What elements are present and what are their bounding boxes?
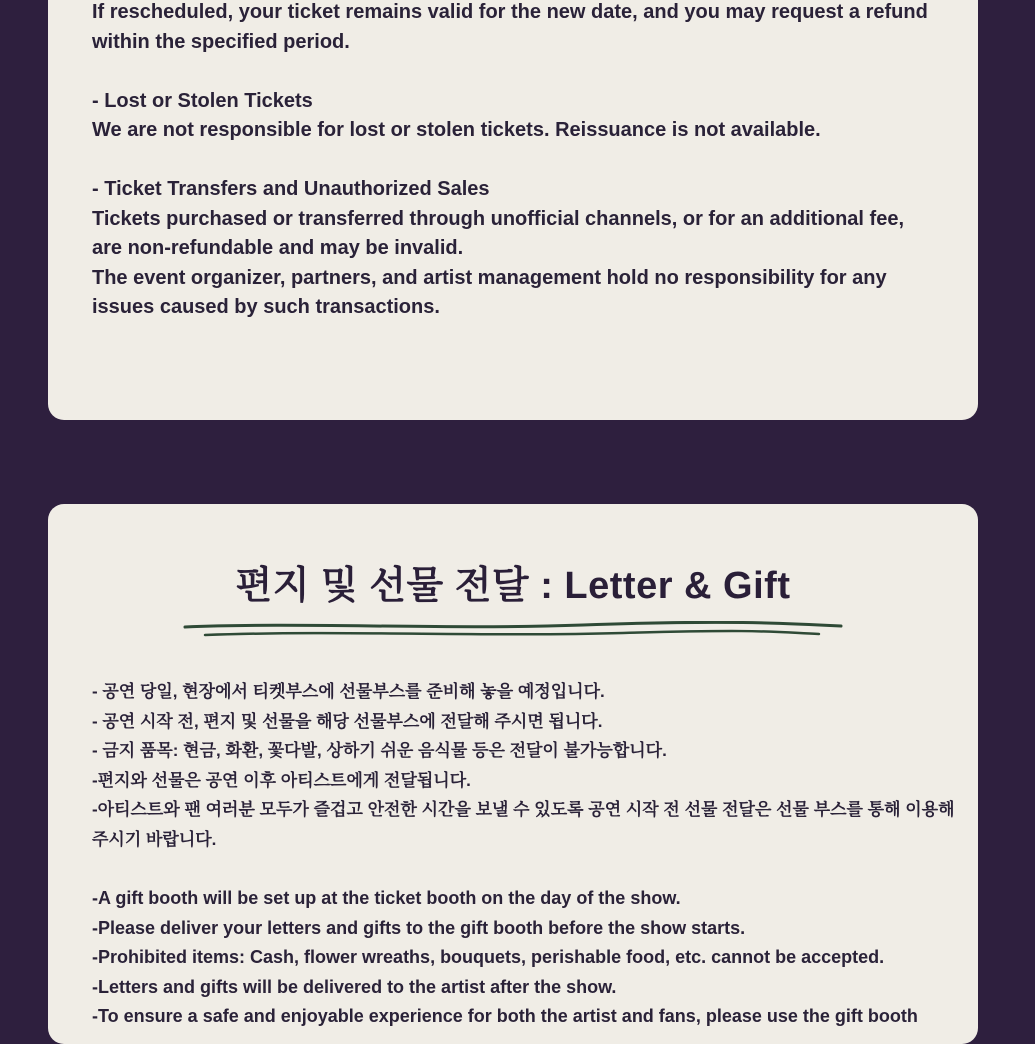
policy-line: within the specified period.: [92, 30, 350, 53]
english-line: -To ensure a safe and enjoyable experience for both the artist and fans, please use the gift booth: [92, 1006, 918, 1027]
policy-line: If rescheduled, your ticket remains valid for the new date, and you may request a refund: [92, 1, 928, 23]
letter-gift-card: [48, 504, 978, 1044]
korean-instructions: [92, 677, 955, 855]
policy-line: The event organizer, partners, and artist management hold no responsibility for any: [92, 266, 887, 289]
english-line: -Please deliver your letters and gifts to the gift booth before the show starts.: [92, 917, 746, 938]
korean-line: - 공연 당일, 현장에서 티켓부스에 선물부스를 준비해 놓을 예정입니다.: [92, 682, 605, 701]
english-line: -Prohibited items: Cash, flower wreaths, bouquets, perishable food, etc. cannot be accepted.: [92, 947, 885, 968]
english-line: -Letters and gifts will be delivered to the artist after the show.: [92, 976, 617, 997]
korean-line: - 금지 품목: 현금, 화환, 꽃다발, 상하기 쉬운 음식물 등은 전달이 불가능합니다.: [92, 741, 667, 761]
section-title: 편지 및 선물 전달 : Letter & Gift: [235, 565, 791, 607]
korean-line: 주시기 바랍니다.: [92, 829, 217, 849]
policy-line: issues caused by such transactions.: [92, 296, 440, 318]
korean-line: -편지와 선물은 공연 이후 아티스트에게 전달됩니다.: [92, 770, 471, 790]
korean-line: - 공연 시작 전, 편지 및 선물을 해당 선물부스에 전달해 주시면 됩니다.: [92, 711, 603, 731]
policy-heading-transfers: - Ticket Transfers and Unauthorized Sales: [92, 178, 490, 200]
refund-policy-card: [48, 0, 978, 420]
policy-line: are non-refundable and may be invalid.: [92, 237, 464, 259]
title-underline-decoration: [183, 621, 843, 641]
policy-line: Tickets purchased or transferred through unofficial channels, or for an additional fee,: [92, 207, 905, 230]
korean-line: -아티스트와 팬 여러분 모두가 즐겁고 안전한 시간을 보낼 수 있도록 공연 시작 전 선물 전달은 선물 부스를 통해 이용해: [92, 800, 955, 820]
english-instructions: [92, 884, 934, 1032]
english-line: -A gift booth will be set up at the ticket booth on the day of the show.: [92, 888, 681, 909]
refund-policy-text: [92, 0, 934, 323]
policy-line: We are not responsible for lost or stolen tickets. Reissuance is not available.: [92, 119, 821, 141]
policy-heading-lost-stolen: - Lost or Stolen Tickets: [92, 89, 313, 112]
